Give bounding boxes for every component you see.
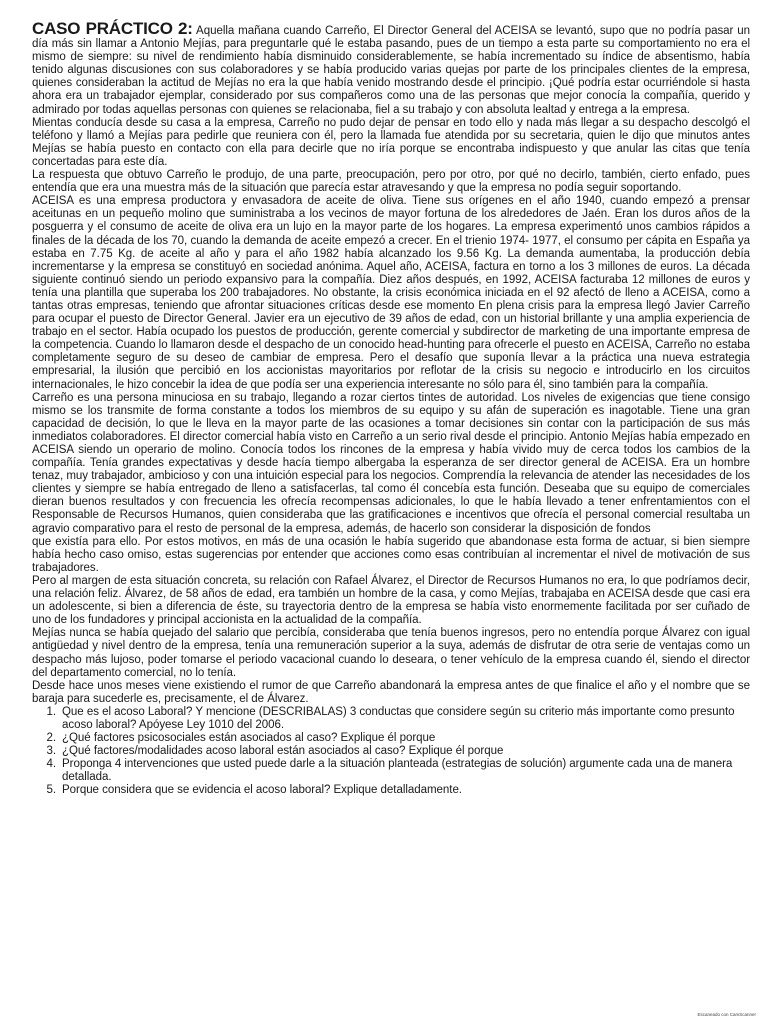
question-text: Proponga 4 intervenciones que usted puede darle a la situación planteada (estrategias de solución) argumente cada una de manera detallada. (62, 758, 733, 784)
question-text: Porque considera que se evidencia el acoso laboral? Explique detalladamente. (62, 784, 462, 797)
paragraph: La respuesta que obtuvo Carreño le produjo, de una parte, preocupación, pero por otro, por qué no decirlo, también, cierto enfado, pues entendía que era una muestra más de la situación que parecía estar atravesando y que la empresa no podía seguir soportando. (32, 169, 750, 195)
paragraph: Desde hace unos meses viene existiendo el rumor de que Carreño abandonará la empresa antes de que finalice el año y el nombre que se baraja para sucederle es, precisamente, el de Álvarez. (32, 679, 750, 705)
question-number: 3. (46, 745, 56, 758)
paragraph: que existía para ello. Por estos motivos, en más de una ocasión le había sugerido que abandonase esta forma de actuar, si bien siempre había hecho caso omiso, estas sugerencias por entender que acciones como esas contribuían al incrementar el nivel de motivación de sus trabajadores. (32, 535, 750, 574)
question-text: ¿Qué factores/modalidades acoso laboral están asociados al caso? Explique él porque (62, 745, 504, 758)
question-list (32, 706, 750, 798)
question-text: Que es el acoso Laboral? Y mencione (DESCRIBALAS) 3 conductas que considere según su criterio más importante como presunto acoso laboral? Apóyese Ley 1010 del 2006. (62, 705, 735, 731)
question-item (46, 732, 750, 745)
paragraph: Carreño es una persona minuciosa en su trabajo, llegando a rozar ciertos tintes de autoridad. Los niveles de exigencias que tiene consigo mismo se los transmite de forma constante a todos los miembros de su equipo y su afán de superación es inagotable. Tiene una gran capacidad de decisión, lo que le lleva en la mayor parte de las ocasiones a tomar decisiones sin contar con la participación de sus más inmediatos colaboradores. El director comercial había visto en Carreño a un serio rival desde el principio. Antonio Mejías había empezado en ACEISA siendo un operario de molino. Conocía todos los rincones de la empresa y había vivido muy de cerca todos los cambios de la compañía. Tenía grandes expectativas y desde hacía tiempo albergaba la esperanza de ser director general de ACEISA. Era un hombre tenaz, muy trabajador, ambicioso y con una intuición especial para los negocios. Comprendía la relevancia de atender las necesidades de los clientes y siempre se había entregado de lleno a satisfacerlas, tal como él concebía esta función. Deseaba que su equipo de comerciales dieran buenos resultados y con frecuencia les ofrecía recompensas adicionales, lo que le había llevado a tener enfrentamientos con el Responsable de Recursos Humanos, quien consideraba que las gratificaciones e incentivos que ofrecía el personal comercial resultaba un agravio comparativo para el resto de personal de la empresa, además, de hacerlo son considerar la disposición de fondos (32, 391, 750, 535)
paragraph: Mejías nunca se había quejado del salario que percibía, consideraba que tenía buenos ingresos, pero no entendía porque Álvarez con igual antigüedad y nivel dentro de la empresa, tenía una remuneración superior a la suya, además de disfrutar de otra serie de ventajas como un despacho más lujoso, poder tomarse el periodo vacacional cuando lo deseara, o tener vehículo de la empresa cuando él, siendo el director del departamento comercial, no lo tenía. (32, 627, 750, 679)
paragraph: ACEISA es una empresa productora y envasadora de aceite de oliva. Tiene sus orígenes en el año 1940, cuando empezó a prensar aceitunas en un pequeño molino que suministraba a los vecinos de mayor fortuna de los alrededores de Jaén. Eran los duros años de la posguerra y el consumo de aceite de oliva era un lujo en la mayor parte de los hogares. La empresa experimentó unos cambios rápidos a finales de la década de los 70, cuando la demanda de aceite empezó a crecer. En el trienio 1974- 1977, el consumo per cápita en España ya estaba en 7.75 Kg. de aceite al año y para el año 1982 había alcanzado los 9.56 Kg. La demanda aumentaba, la producción debía incrementarse y la empresa se constituyó en sociedad anónima. Aquel año, ACEISA, factura en torno a los 3 millones de euros. La década siguiente continuó siendo un periodo expansivo para la compañía. Diez años después, en 1992, ACEISA facturaba 12 millones de euros y tenía una plantilla que superaba los 200 trabajadores. No obstante, la crisis económica iniciada en el 92 afectó de lleno a ACEISA, como a tantas otras empresas, teniendo que afrontar situaciones críticas desde ese momento En plena crisis para la empresa llegó Javier Carreño para ocupar el puesto de Director General. Javier era un ejecutivo de 39 años de edad, con un historial brillante y una amplia experiencia de trabajo en el sector. Había ocupado los puestos de producción, gerente comercial y subdirector de marketing de una importante empresa de la competencia. Cuando lo llamaron desde el despacho de un conocido head-hunting para ofrecerle el puesto en ACEISA, Carreño no estaba completamente seguro de su deseo de cambiar de empresa. Pero el desafío que suponía llevar a la práctica una nueva estrategia empresarial, la ilusión que percibió en los accionistas mayoritarios por reflotar de la crisis su negocio e introducirlo en los circuitos internacionales, le hizo concebir la idea de que podía ser una experiencia interesante no sólo para él, sino también para la compañía. (32, 195, 750, 391)
question-number: 5. (46, 784, 56, 797)
paragraph: Mientas conducía desde su casa a la empresa, Carreño no pudo dejar de pensar en todo ello y nada más llegar a su despacho descolgó el teléfono y llamó a Mejías para pedirle que reuniera con él, pero la llamada fue atendida por su secretaria, quien le dijo que minutos antes Mejías se había puesto en contacto con ella para decirle que no iría porque se encontraba indispuesto y que anular las citas que tenía concertadas para este día. (32, 116, 750, 168)
document-page (32, 19, 750, 798)
question-item (46, 784, 750, 797)
case-title: CASO PRÁCTICO 2: (32, 19, 193, 38)
question-item (46, 758, 750, 784)
question-text: ¿Qué factores psicosociales están asociados al caso? Explique él porque (62, 732, 436, 745)
scanner-watermark: Escaneado con CamScanner (697, 1012, 756, 1017)
question-number: 2. (46, 732, 56, 745)
question-item (46, 745, 750, 758)
paragraph-text: Aquella mañana cuando Carreño, El Director General del ACEISA se levantó, supo que no podría pasar un día más sin llamar a Antonio Mejías, para preguntarle qué le estaba pasando, pues de un tiempo a esta parte su comportamiento no era el mismo de siempre: su nivel de rendimiento había disminuido considerablemente, se había incrementado su índice de absentismo, había tenido algunas discusiones con sus colaboradores y se había producido varias quejas por parte de los principales clientes de la empresa, quienes consideraban la actitud de Mejías no era la que había venido mostrando desde el principio. ¡Qué podría estar ocurriéndole si hasta ahora era un trabajador ejemplar, considerado por sus compañeros como una de las personas que mejor conocía la compañía, querido y admirado por todas aquellas personas con quienes se relacionaba, fiel a su trabajo y con absoluta lealtad y entrega a la empresa. (32, 25, 750, 116)
question-item (46, 705, 750, 732)
paragraph: Pero al margen de esta situación concreta, su relación con Rafael Álvarez, el Director de Recursos Humanos no era, lo que podríamos decir, una relación feliz. Álvarez, de 58 años de edad, era también un hombre de la casa, y como Mejías, trabajaba en ACEISA desde que casi era un adolescente, si bien a diferencia de éste, su trayectoria dentro de la empresa se había visto enormemente facilitada por ser cuñado de uno de los fundadores y principal accionista en la actualidad de la compañía. (32, 574, 750, 627)
question-number: 1. (46, 705, 56, 718)
paragraph-intro (32, 19, 750, 117)
question-number: 4. (46, 758, 56, 771)
